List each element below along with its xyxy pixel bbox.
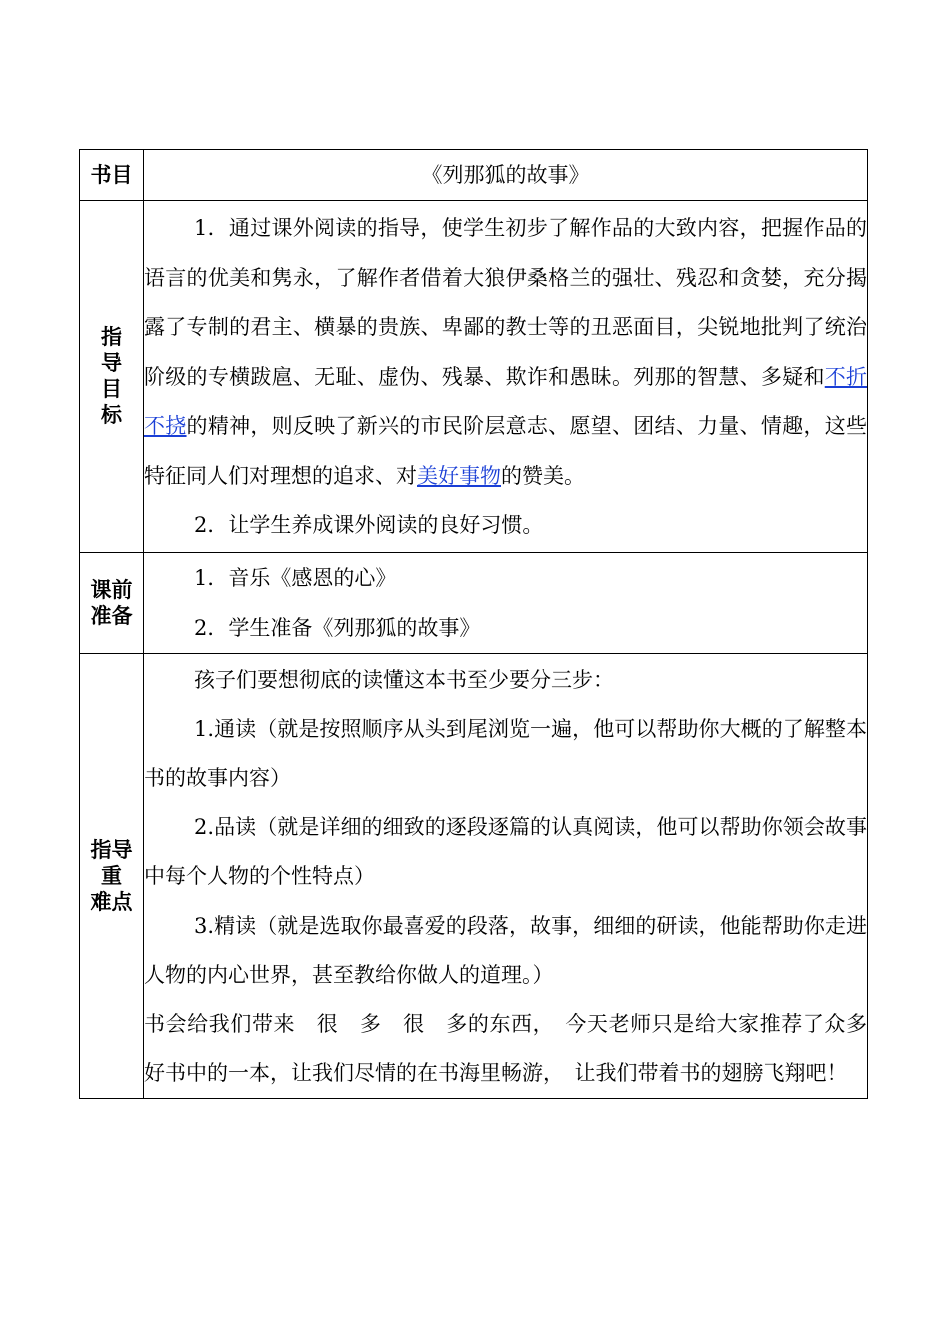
key-step-2: 2.品读（就是详细的细致的逐段逐篇的认真阅读，他可以帮助你领会故事中每个人物的个性特点） bbox=[144, 815, 867, 889]
row-book-title bbox=[80, 150, 868, 201]
label-char: 准备 bbox=[90, 603, 133, 628]
goal-text-part-3: 的赞美。 bbox=[501, 463, 585, 488]
label-char: 导 bbox=[101, 351, 122, 376]
label-char: 难点 bbox=[90, 889, 133, 914]
goal-text-part-1: 1．通过课外阅读的指导，使学生初步了解作品的大致内容，把握作品的语言的优美和隽永，了解作者借着大狼伊桑格兰的强壮、残忍和贪婪，充分揭露了专制的君主、横暴的贵族、卑鄙的教士等的丑恶面目，尖锐地批判了统治阶级的专横跋扈、无耻、虚伪、残暴、欺诈和愚昧。列那的智慧、多疑和 bbox=[144, 216, 867, 389]
label-char: 重 bbox=[101, 863, 122, 888]
key-difficulties-content bbox=[144, 653, 868, 1099]
label-preparation bbox=[80, 552, 144, 653]
label-char: 课前 bbox=[90, 577, 133, 602]
preparation-content bbox=[144, 552, 868, 653]
goal-paragraph-2: 2．让学生养成课外阅读的良好习惯。 bbox=[194, 513, 544, 537]
label-key-difficulties bbox=[80, 653, 144, 1099]
label-char: 指 bbox=[101, 325, 122, 350]
row-key-difficulties bbox=[80, 653, 868, 1099]
label-char: 目 bbox=[101, 377, 122, 402]
key-intro: 孩子们要想彻底的读懂这本书至少要分三步： bbox=[194, 667, 614, 692]
label-char: 标 bbox=[101, 403, 122, 428]
link-mei-hao-shi-wu[interactable]: 美好事物 bbox=[417, 463, 501, 488]
key-step-3: 3.精读（就是选取你最喜爱的段落，故事，细细的研读，他能帮助你走进人物的内心世界，甚至教给你做人的道理。） bbox=[144, 913, 867, 987]
book-title: 《列那狐的故事》 bbox=[144, 150, 868, 201]
label-guidance-goals bbox=[80, 201, 144, 553]
guidance-goals-content bbox=[144, 201, 868, 553]
label-char: 指导 bbox=[90, 837, 133, 862]
link-bu-zhe-bu-nao[interactable]: 不折不挠 bbox=[144, 364, 868, 438]
lesson-plan-table bbox=[79, 149, 868, 1099]
key-step-1: 1.通读（就是按照顺序从头到尾浏览一遍，他可以帮助你大概的了解整本书的故事内容） bbox=[144, 716, 867, 790]
row-guidance-goals bbox=[80, 201, 868, 553]
goal-paragraph-1 bbox=[144, 204, 867, 501]
prep-item: 1．音乐《感恩的心》 bbox=[194, 565, 397, 590]
goal-text-part-2: 的精神，则反映了新兴的市民阶层意志、愿望、团结、力量、情趣，这些特征同人们对理想的追求、对 bbox=[144, 414, 867, 488]
label-book: 书目 bbox=[80, 150, 144, 201]
prep-item: 2．学生准备《列那狐的故事》 bbox=[194, 615, 481, 640]
row-preparation bbox=[80, 552, 868, 653]
key-closing: 书会给我们带来 很 多 很 多的东西， 今天老师只是给大家推荐了众多好书中的一本，让我们尽情的在书海里畅游， 让我们带着书的翅膀飞翔吧！ bbox=[144, 1011, 867, 1086]
